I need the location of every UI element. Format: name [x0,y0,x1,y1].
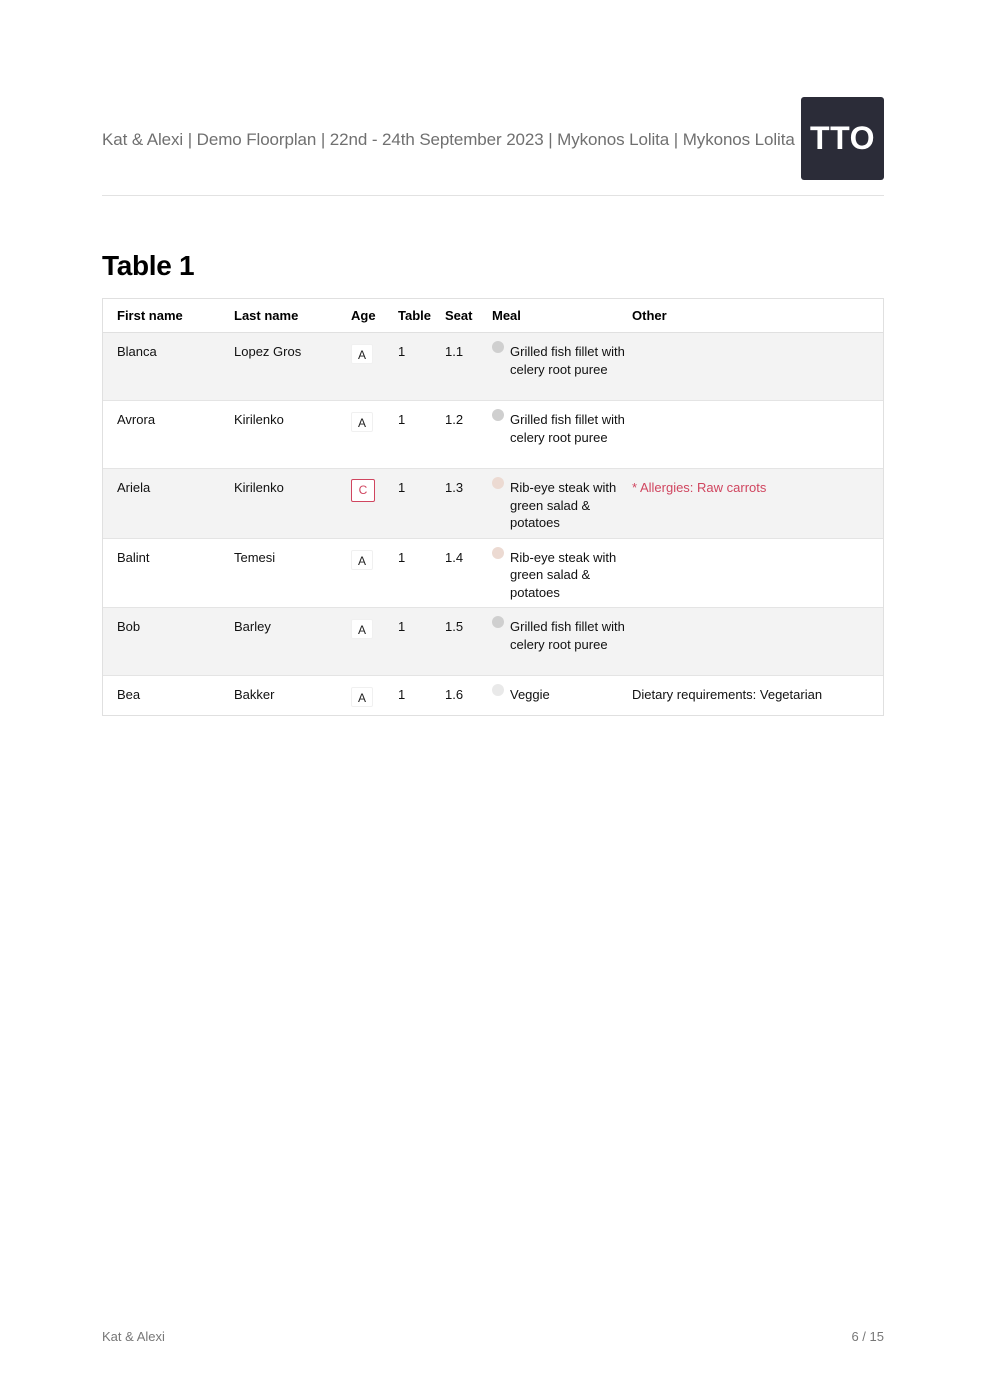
column-header-age: Age [351,299,398,333]
meal-cell [492,608,632,676]
column-header-other: Other [632,299,883,333]
age-badge: A [351,412,373,432]
seat-cell: 1.5 [445,608,492,676]
column-header-last-name: Last name [234,299,351,333]
first-name-cell: Bea [117,687,141,702]
seat-cell: 1.4 [445,538,492,608]
age-badge: A [351,619,373,639]
page-number: 6 / 15 [851,1329,884,1344]
table-row [103,608,883,676]
table-header-row [103,299,883,333]
table-number-cell: 1 [398,469,445,539]
meal-color-dot-icon [492,477,504,489]
other-cell [632,333,883,401]
last-name-cell: Temesi [234,538,351,608]
age-cell [351,608,398,676]
first-name-cell: Ariela [103,469,234,539]
meal-text: Veggie [510,687,550,702]
last-name-cell: Bakker [234,687,275,702]
meal-cell [492,401,632,469]
table-number-cell: 1 [398,608,445,676]
first-name-cell: Bob [103,608,234,676]
table-row [103,333,883,401]
meal-text: Grilled fish fillet with celery root puree [510,344,625,377]
table-row [103,538,883,608]
meal-text: Rib-eye steak with green salad & potatoes [510,549,617,600]
first-name-cell: Balint [103,538,234,608]
age-cell [351,401,398,469]
column-header-first-name: First name [103,299,234,333]
last-name-cell: Barley [234,608,351,676]
footer-event-name: Kat & Alexi [102,1329,165,1344]
allergy-note: * Allergies: Raw carrots [632,469,883,539]
other-cell [632,401,883,469]
meal-color-dot-icon [492,547,504,559]
last-name-cell: Kirilenko [234,401,351,469]
seat-cell: 1.2 [445,401,492,469]
first-name-cell: Blanca [103,333,234,401]
other-cell: Dietary requirements: Vegetarian [632,687,823,702]
meal-cell [492,469,632,539]
last-name-cell: Kirilenko [234,469,351,539]
age-badge: A [351,344,373,364]
last-name-cell: Lopez Gros [234,333,351,401]
meal-text: Grilled fish fillet with celery root puree [510,412,625,445]
meal-text: Grilled fish fillet with celery root puree [510,619,625,652]
meal-color-dot-icon [492,684,504,696]
table-row [103,676,883,716]
meal-text: Rib-eye steak with green salad & potatoes [510,480,617,530]
age-badge: A [351,687,373,707]
table-number-cell: 1 [398,538,445,608]
meal-cell [492,538,632,608]
seat-cell: 1.3 [445,469,492,539]
other-cell [632,538,883,608]
column-header-meal: Meal [492,299,632,333]
age-badge-child: C [351,479,375,502]
age-cell [351,469,398,539]
other-cell [632,608,883,676]
age-cell [351,676,398,716]
event-info: Kat & Alexi | Demo Floorplan | 22nd - 24th September 2023 | Mykonos Lolita | Mykonos Lolita [102,130,795,149]
meal-color-dot-icon [492,616,504,628]
age-cell [351,538,398,608]
meal-cell [492,333,632,401]
meal-color-dot-icon [492,409,504,421]
column-header-table: Table [398,299,445,333]
table-title: Table 1 [102,250,195,281]
meal-color-dot-icon [492,341,504,353]
guest-table [102,298,884,716]
table-row [103,469,883,539]
first-name-cell: Avrora [103,401,234,469]
table-row [103,401,883,469]
meal-cell [492,676,632,716]
column-header-seat: Seat [445,299,492,333]
tto-logo: TTO [801,97,884,180]
seat-cell: 1.1 [445,333,492,401]
table-number-cell: 1 [398,401,445,469]
age-cell [351,333,398,401]
table-number-cell: 1 [398,333,445,401]
table-number-cell: 1 [398,687,406,702]
age-badge: A [351,550,373,570]
page-header [102,97,884,196]
seat-cell: 1.6 [445,687,464,702]
